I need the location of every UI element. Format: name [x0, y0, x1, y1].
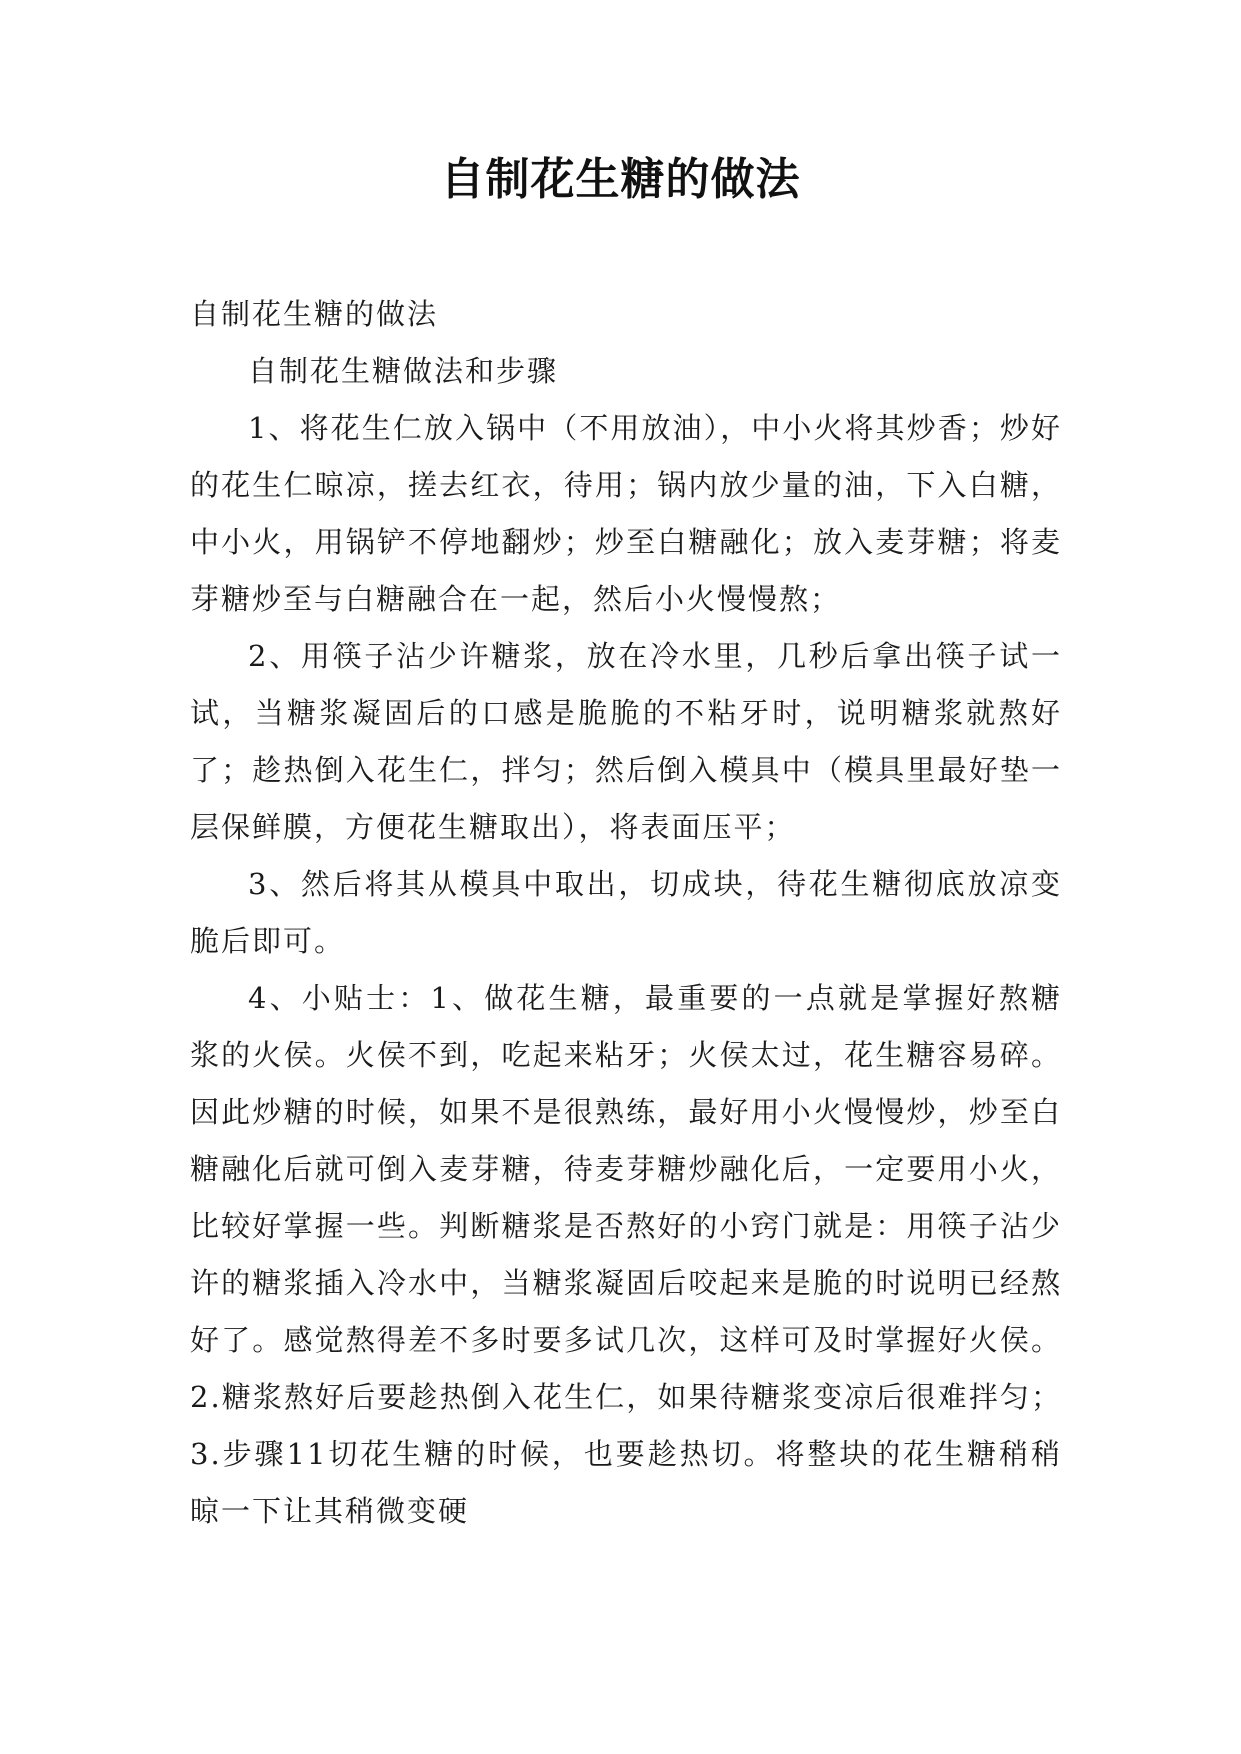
document-body: [190, 286, 1062, 1540]
document-title: 自制花生糖的做法: [440, 154, 801, 205]
paragraph-tips: 4、小贴士：1、做花生糖，最重要的一点就是掌握好熬糖浆的火侯。火侯不到，吃起来粘牙；火侯太过，花生糖容易碎。因此炒糖的时候，如果不是很熟练，最好用小火慢慢炒，炒至白糖融化后就可倒入麦芽糖，待麦芽糖炒融化后，一定要用小火，比较好掌握一些。判断糖浆是否熬好的小窍门就是：用筷子沾少许的糖浆插入冷水中，当糖浆凝固后咬起来是脆的时说明已经熬好了。感觉熬得差不多时要多试几次，这样可及时掌握好火侯。2.糖浆熬好后要趁热倒入花生仁，如果待糖浆变凉后很难拌匀；3.步骤11切花生糖的时候，也要趁热切。将整块的花生糖稍稍晾一下让其稍微变硬: [190, 981, 1062, 1528]
document-subtitle: 自制花生糖的做法: [190, 297, 439, 331]
paragraph-step-1: 1、将花生仁放入锅中（不用放油），中小火将其炒香；炒好的花生仁晾凉，搓去红衣，待用；锅内放少量的油，下入白糖，中小火，用锅铲不停地翻炒；炒至白糖融化；放入麦芽糖；将麦芽糖炒至与白糖融合在一起，然后小火慢慢熬；: [190, 411, 1062, 616]
paragraph-step-2: 2、用筷子沾少许糖浆，放在冷水里，几秒后拿出筷子试一试，当糖浆凝固后的口感是脆脆的不粘牙时，说明糖浆就熬好了；趁热倒入花生仁，拌匀；然后倒入模具中（模具里最好垫一层保鲜膜，方便花生糖取出），将表面压平；: [190, 639, 1062, 844]
paragraph-step-3: 3、然后将其从模具中取出，切成块，待花生糖彻底放凉变脆后即可。: [190, 867, 1062, 958]
section-heading: 自制花生糖做法和步骤: [248, 354, 559, 388]
